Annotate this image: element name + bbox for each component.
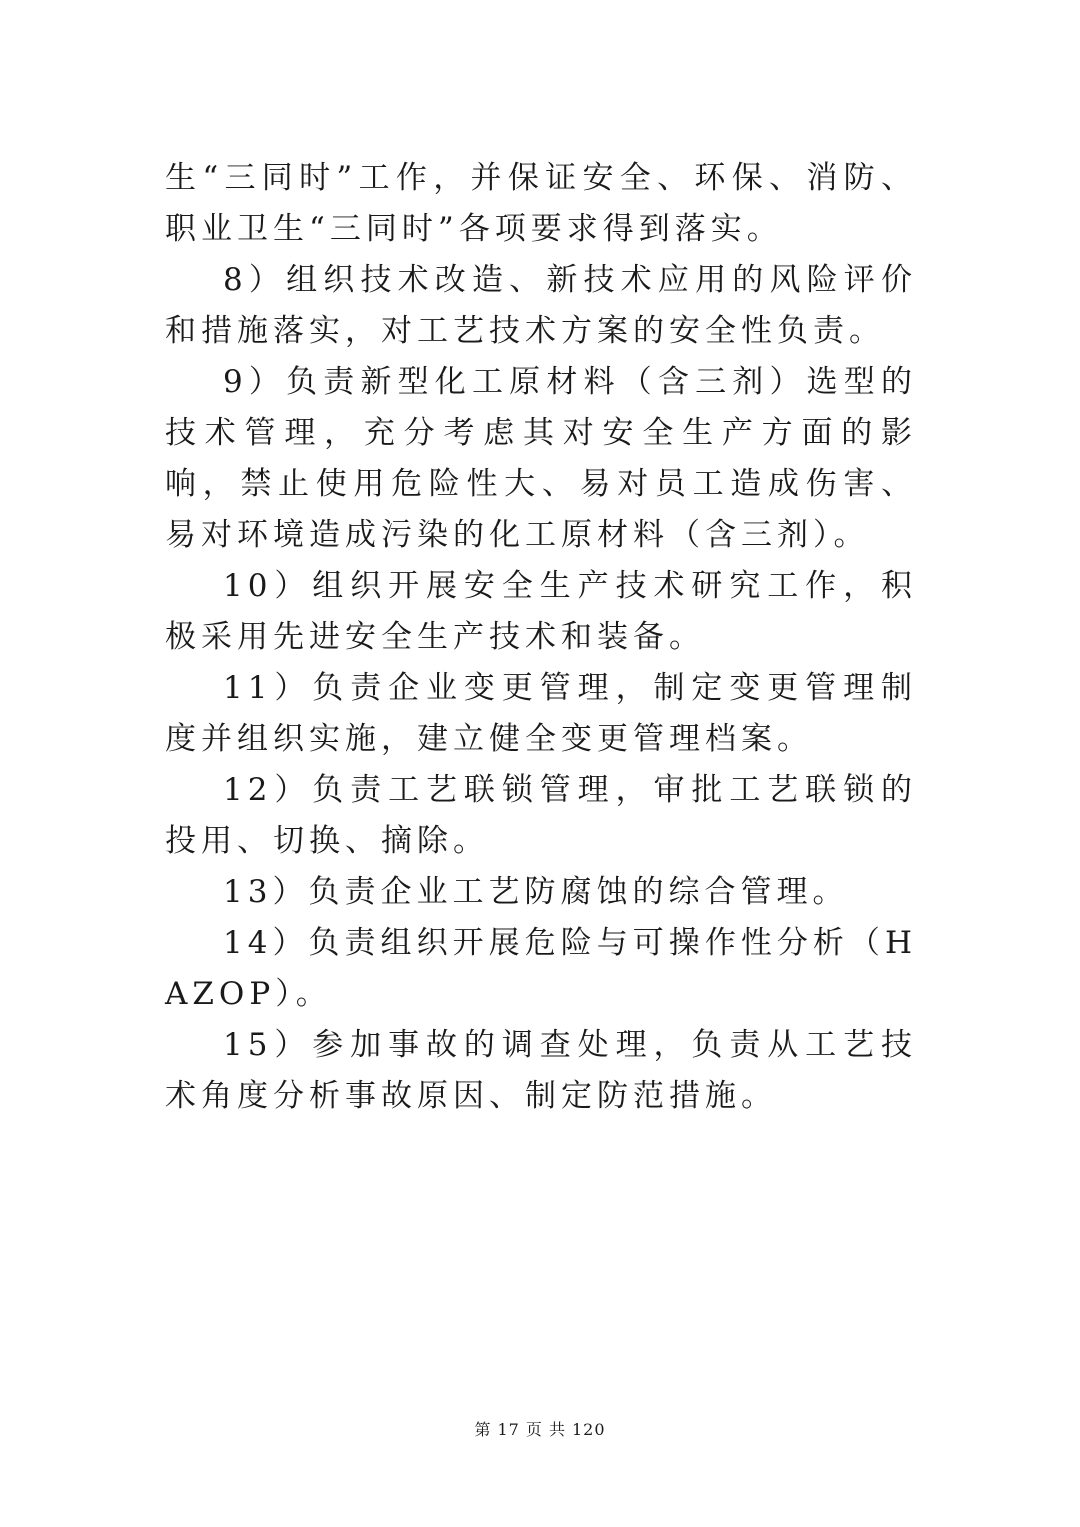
paragraph-item-11: 11）负责企业变更管理，制定变更管理制度并组织实施，建立健全变更管理档案。 bbox=[165, 670, 917, 757]
paragraph-item-9: 9）负责新型化工原材料（含三剂）选型的技术管理，充分考虑其对安全生产方面的影响，禁止使用危险性大、易对员工造成伤害、易对环境造成污染的化工原材料（含三剂）。 bbox=[165, 364, 917, 553]
paragraph-item-10: 10）组织开展安全生产技术研究工作，积极采用先进安全生产技术和装备。 bbox=[165, 568, 917, 655]
page-prefix: 第 bbox=[474, 1420, 492, 1439]
body-text bbox=[165, 153, 917, 1122]
paragraph-item-8: 8）组织技术改造、新技术应用的风险评价和措施落实，对工艺技术方案的安全性负责。 bbox=[165, 262, 917, 349]
paragraph-item-14: 14）负责组织开展危险与可操作性分析（HAZOP）。 bbox=[165, 925, 917, 1012]
page-mid: 页 共 bbox=[525, 1420, 566, 1439]
paragraph-item-15: 15）参加事故的调查处理，负责从工艺技术角度分析事故原因、制定防范措施。 bbox=[165, 1027, 917, 1114]
paragraph-item-13: 13）负责企业工艺防腐蚀的综合管理。 bbox=[223, 874, 849, 910]
paragraph-item-12: 12）负责工艺联锁管理，审批工艺联锁的投用、切换、摘除。 bbox=[165, 772, 917, 859]
paragraph-continuation: 生“三同时”工作，并保证安全、环保、消防、职业卫生“三同时”各项要求得到落实。 bbox=[165, 160, 917, 247]
page-number: 17 bbox=[497, 1420, 520, 1439]
page-total: 120 bbox=[571, 1420, 606, 1439]
page-footer bbox=[0, 1418, 1080, 1442]
